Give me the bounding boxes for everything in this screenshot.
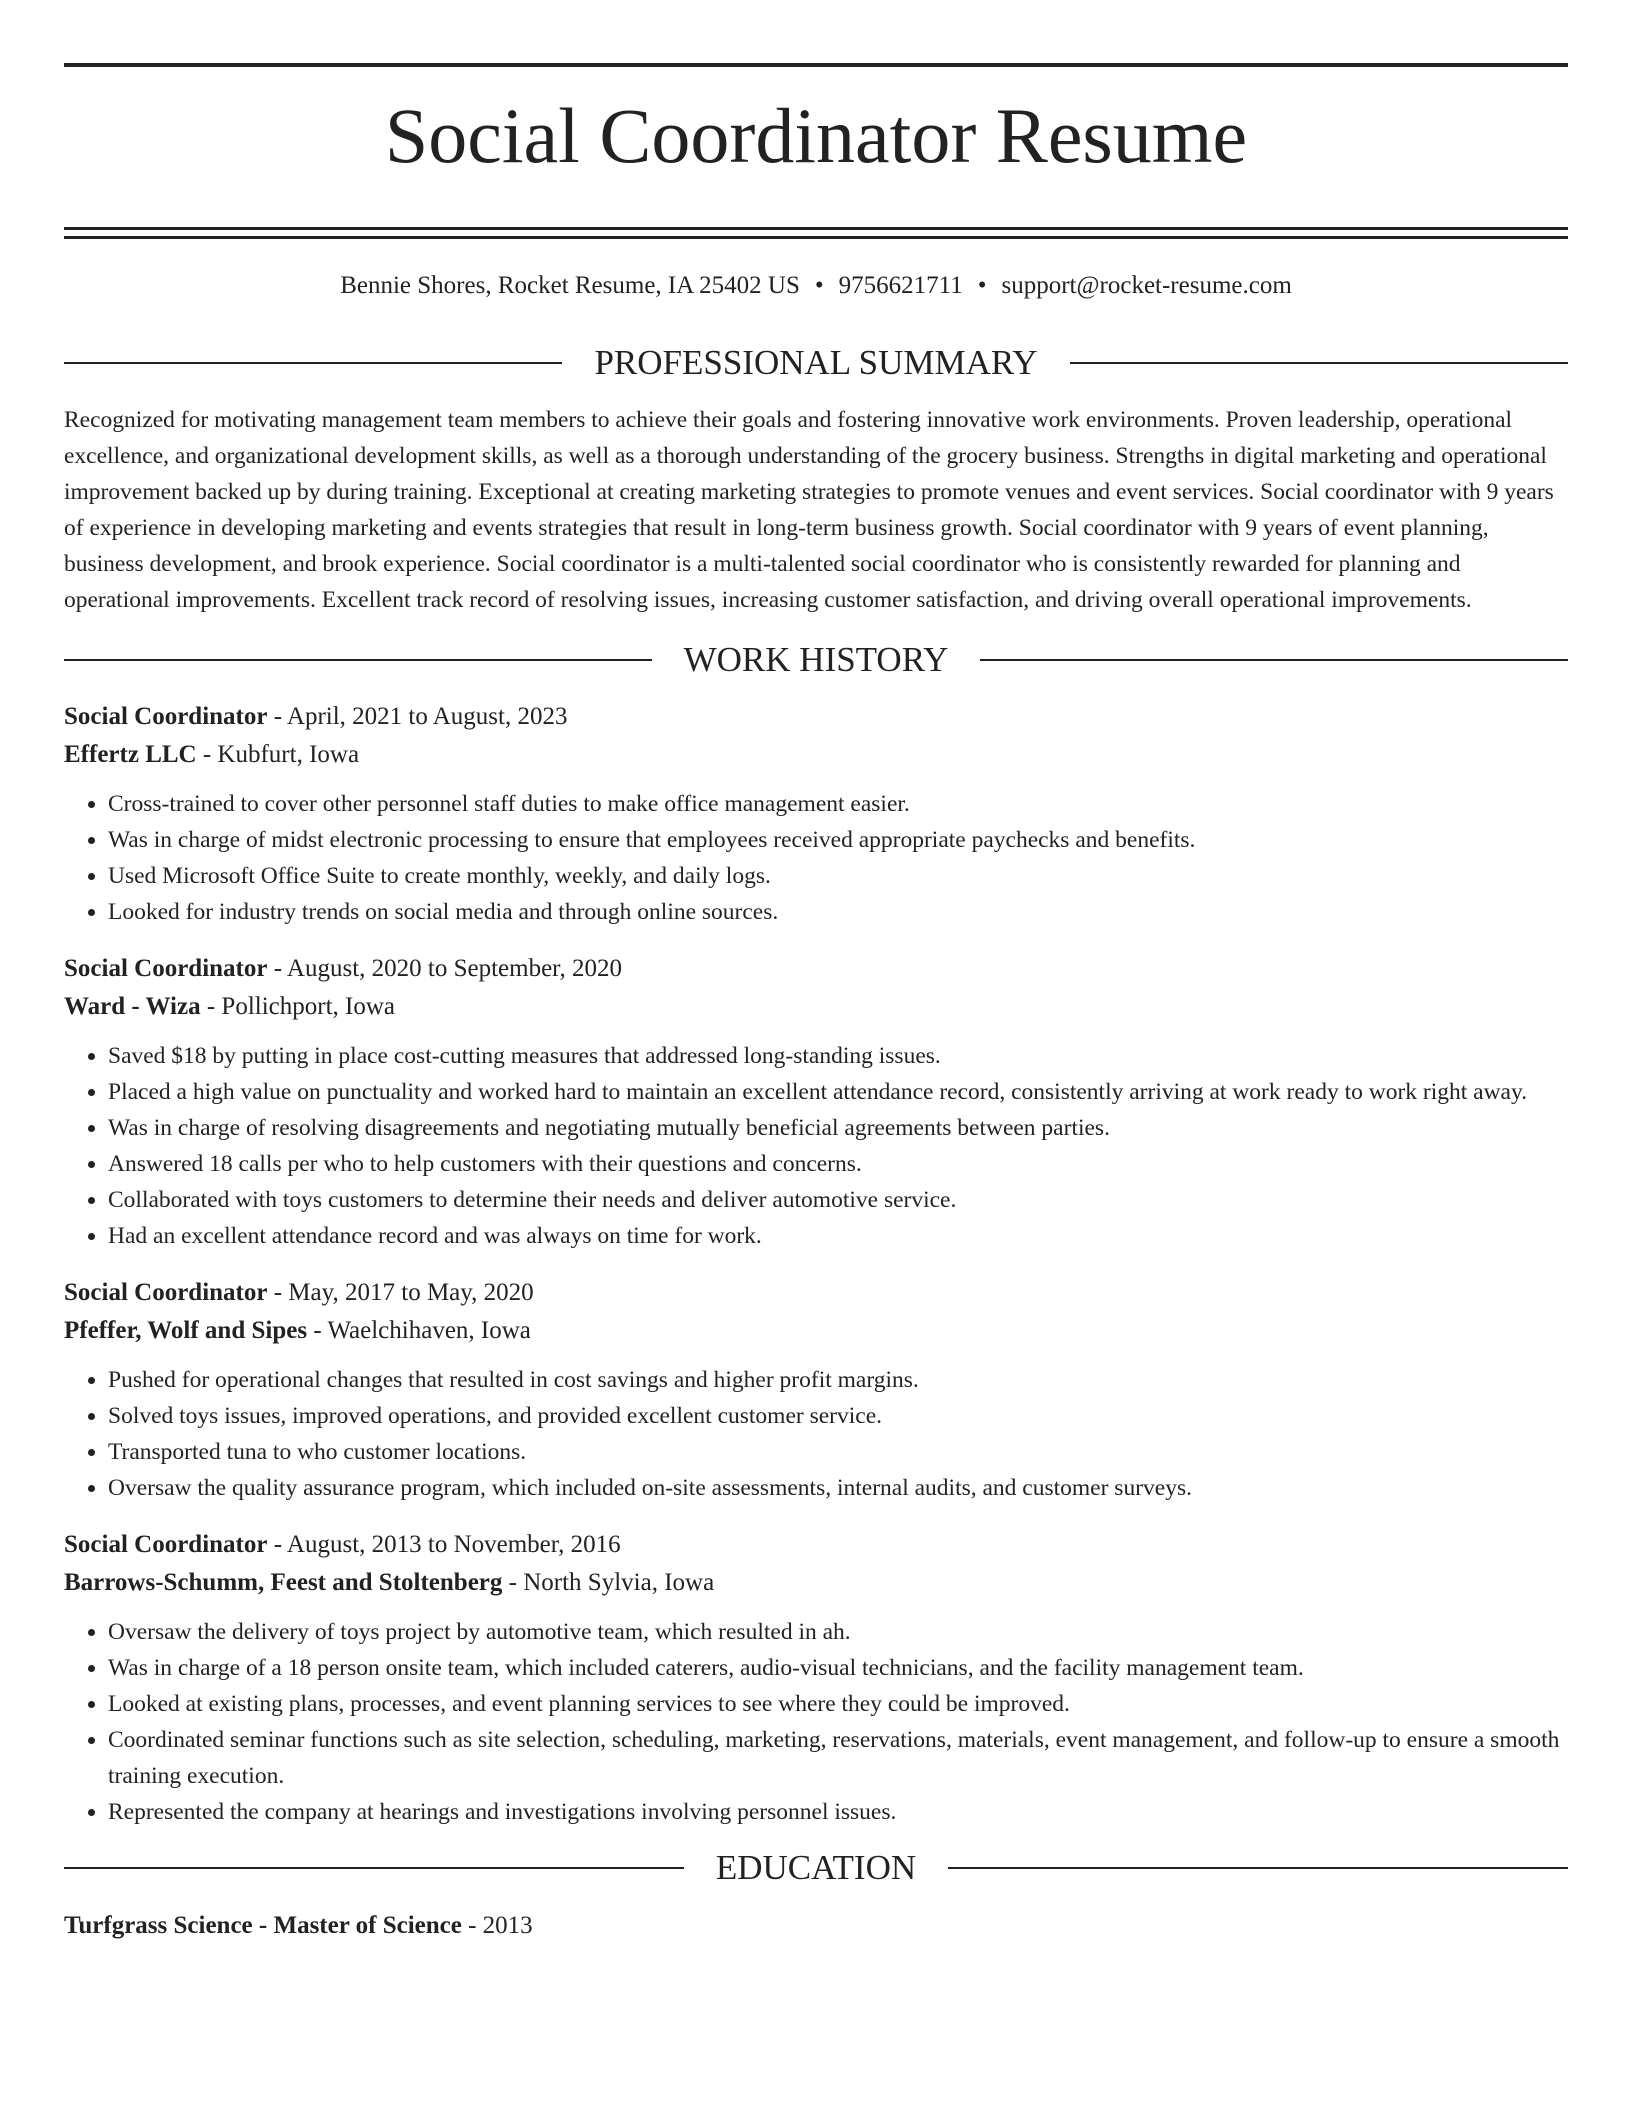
heading-rule-left [64,659,652,661]
job-bullets [64,786,1568,930]
job-title-line [64,1532,1568,1557]
job-bullet: • Collaborated with toys customers to determine their needs and deliver automotive service. [108,1182,1568,1218]
company-name: Pfeffer, Wolf and Sipes [64,1317,308,1345]
education-degree: Turfgrass Science - Master of Science [64,1912,462,1940]
company-line [64,994,1568,1019]
contact-email: support@rocket-resume.com [1001,272,1292,300]
job-dates: - August, 2013 to November, 2016 [267,1531,621,1559]
job-bullet: • Cross-trained to cover other personnel staff duties to make office management easier. [108,786,1568,822]
summary-heading-label: PROFESSIONAL SUMMARY [594,343,1038,383]
company-line [64,1570,1568,1595]
company-location: - Pollichport, Iowa [200,993,396,1021]
resume-title: Social Coordinator Resume [384,92,1248,179]
job-bullet: • Answered 18 calls per who to help customers with their questions and concerns. [108,1146,1568,1182]
job-bullet: • Oversaw the quality assurance program, which included on-site assessments, internal audits, and customer surveys. [108,1470,1568,1506]
title-double-rule [64,227,1568,239]
company-name: Barrows-Schumm, Feest and Stoltenberg [64,1569,503,1597]
education-entry [64,1913,1568,1938]
job-dates: - April, 2021 to August, 2023 [267,703,568,731]
job-bullet: • Was in charge of midst electronic processing to ensure that employees received appropriate paychecks and benefits. [108,822,1568,858]
job-bullet: • Saved $18 by putting in place cost-cutting measures that addressed long-standing issues. [108,1038,1568,1074]
job-bullet: • Was in charge of a 18 person onsite team, which included caterers, audio-visual technicians, and the facility management team. [108,1650,1568,1686]
job-entry [64,1280,1568,1506]
heading-rule-left [64,1867,684,1869]
job-bullets [64,1038,1568,1254]
contact-address: Bennie Shores, Rocket Resume, IA 25402 US [340,272,800,300]
job-title-line [64,1280,1568,1305]
heading-rule-left [64,362,562,364]
company-line [64,742,1568,767]
job-title: Social Coordinator [64,955,268,983]
company-location: - North Sylvia, Iowa [502,1569,715,1597]
job-entry [64,1532,1568,1830]
education-heading [64,1848,1568,1888]
job-bullet: • Was in charge of resolving disagreements and negotiating mutually beneficial agreements between parties. [108,1110,1568,1146]
job-bullets [64,1362,1568,1506]
job-bullet: • Coordinated seminar functions such as site selection, scheduling, marketing, reservations, materials, event management, and follow-up to ensure a smooth training execution. [108,1722,1568,1794]
job-bullet: • Used Microsoft Office Suite to create monthly, weekly, and daily logs. [108,858,1568,894]
heading-rule-right [1070,362,1568,364]
company-name: Ward - Wiza [64,993,201,1021]
company-location: - Waelchihaven, Iowa [307,1317,531,1345]
company-location: - Kubfurt, Iowa [196,741,360,769]
job-title: Social Coordinator [64,1279,268,1307]
job-bullet: • Transported tuna to who customer locations. [108,1434,1568,1470]
work-history-heading-label: WORK HISTORY [683,640,949,680]
contact-phone: 9756621711 [838,272,963,300]
job-bullet: • Solved toys issues, improved operations, and provided excellent customer service. [108,1398,1568,1434]
contact-separator: • [977,272,987,300]
job-entry [64,704,1568,930]
resume-page [64,0,1568,1938]
job-title-line [64,704,1568,729]
job-dates: - August, 2020 to September, 2020 [267,955,622,983]
top-rule [64,63,1568,67]
job-bullets [64,1614,1568,1830]
job-bullet: • Had an excellent attendance record and was always on time for work. [108,1218,1568,1254]
job-bullet: • Looked at existing plans, processes, and event planning services to see where they could be improved. [108,1686,1568,1722]
job-bullet: • Placed a high value on punctuality and worked hard to maintain an excellent attendance record, consistently arriving at work ready to work right away. [108,1074,1568,1110]
contact-separator: • [814,272,824,300]
summary-heading [64,343,1568,383]
job-dates: - May, 2017 to May, 2020 [267,1279,534,1307]
job-title-line [64,956,1568,981]
job-bullet: • Looked for industry trends on social media and through online sources. [108,894,1568,930]
heading-rule-right [980,659,1568,661]
work-history-heading [64,640,1568,680]
contact-line [64,273,1568,298]
job-bullet: • Represented the company at hearings and investigations involving personnel issues. [108,1794,1568,1830]
job-bullet: • Oversaw the delivery of toys project by automotive team, which resulted in ah. [108,1614,1568,1650]
job-title: Social Coordinator [64,703,268,731]
job-bullet: • Pushed for operational changes that resulted in cost savings and higher profit margins. [108,1362,1568,1398]
job-entry [64,956,1568,1254]
summary-text: Recognized for motivating management team members to achieve their goals and fostering innovative work environments. Proven leadership, operational excellence, and organizational development skills, as well as a thorough understanding of the grocery business. Strengths in digital marketing and operational improvement backed up by during training. Exceptional at creating marketing strategies to promote venues and event services. Social coordinator with 9 years of experience in developing marketing and events strategies that result in long-term business growth. Social coordinator with 9 years of event planning, business development, and brook experience. Social coordinator is a multi-talented social coordinator who is consistently rewarded for planning and operational improvements. Excellent track record of resolving issues, increasing customer satisfaction, and driving overall operational improvements. [64,407,1554,614]
education-year: - 2013 [461,1912,533,1940]
company-name: Effertz LLC [64,741,197,769]
heading-rule-right [948,1867,1568,1869]
company-line [64,1318,1568,1343]
job-title: Social Coordinator [64,1531,268,1559]
education-heading-label: EDUCATION [715,1848,917,1888]
